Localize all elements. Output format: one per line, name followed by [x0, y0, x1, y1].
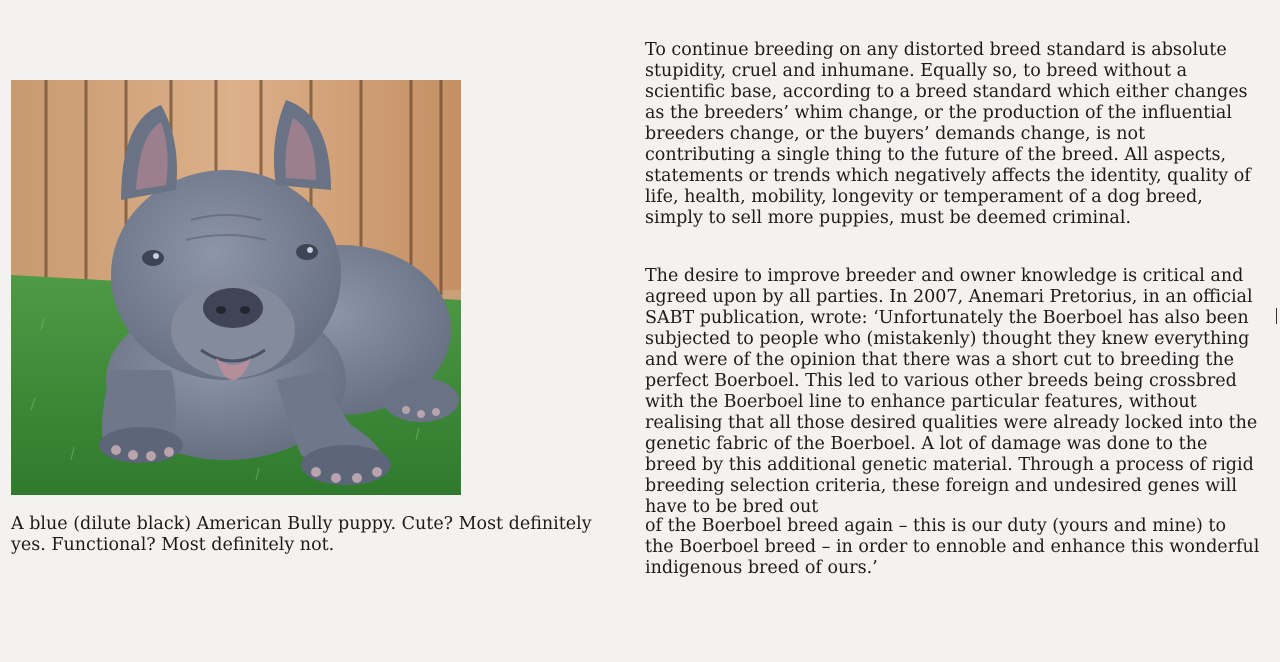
puppy-illustration [11, 80, 461, 495]
article-paragraph-3: of the Boerboel breed again – this is our duty (yours and mine) to the Boerboel breed – in order to ennoble and enhance this wonderful indigenous breed of ours.’ [645, 516, 1260, 578]
article-paragraph-1: To continue breeding on any distorted breed standard is absolute stupidity, cruel and inhumane. Equally so, to breed without a scientific base, according to a breed standard which either changes as the breeders’ whim change, or the production of the influential breeders change, or the buyers’ demands change, is not contributing a single thing to the future of the breed. All aspects, statements or trends which negatively affects the identity, quality of life, health, mobility, longevity or temperament of a dog breed, simply to sell more puppies, must be deemed criminal. [645, 40, 1251, 228]
photo-caption: A blue (dilute black) American Bully puppy. Cute? Most definitely yes. Functional? Most definitely not. [11, 514, 592, 555]
text-cursor [1276, 308, 1277, 324]
puppy-photo [11, 80, 461, 495]
article-paragraph-2: The desire to improve breeder and owner knowledge is critical and agreed upon by all parties. In 2007, Anemari Pretorius, in an official SABT publication, wrote: ‘Unfortunately the Boerboel has also been subjected to people who (mistakenly) thought they knew everything and were of the opinion that there was a short cut to breeding the perfect Boerboel. This led to various other breeds being crossbred with the Boerboel line to enhance particular features, without realising that all those desired qualities were already locked into the genetic fabric of the Boerboel. A lot of damage was done to the breed by this additional genetic material. Through a process of rigid breeding selection criteria, these foreign and undesired genes will have to be bred out [645, 266, 1258, 517]
